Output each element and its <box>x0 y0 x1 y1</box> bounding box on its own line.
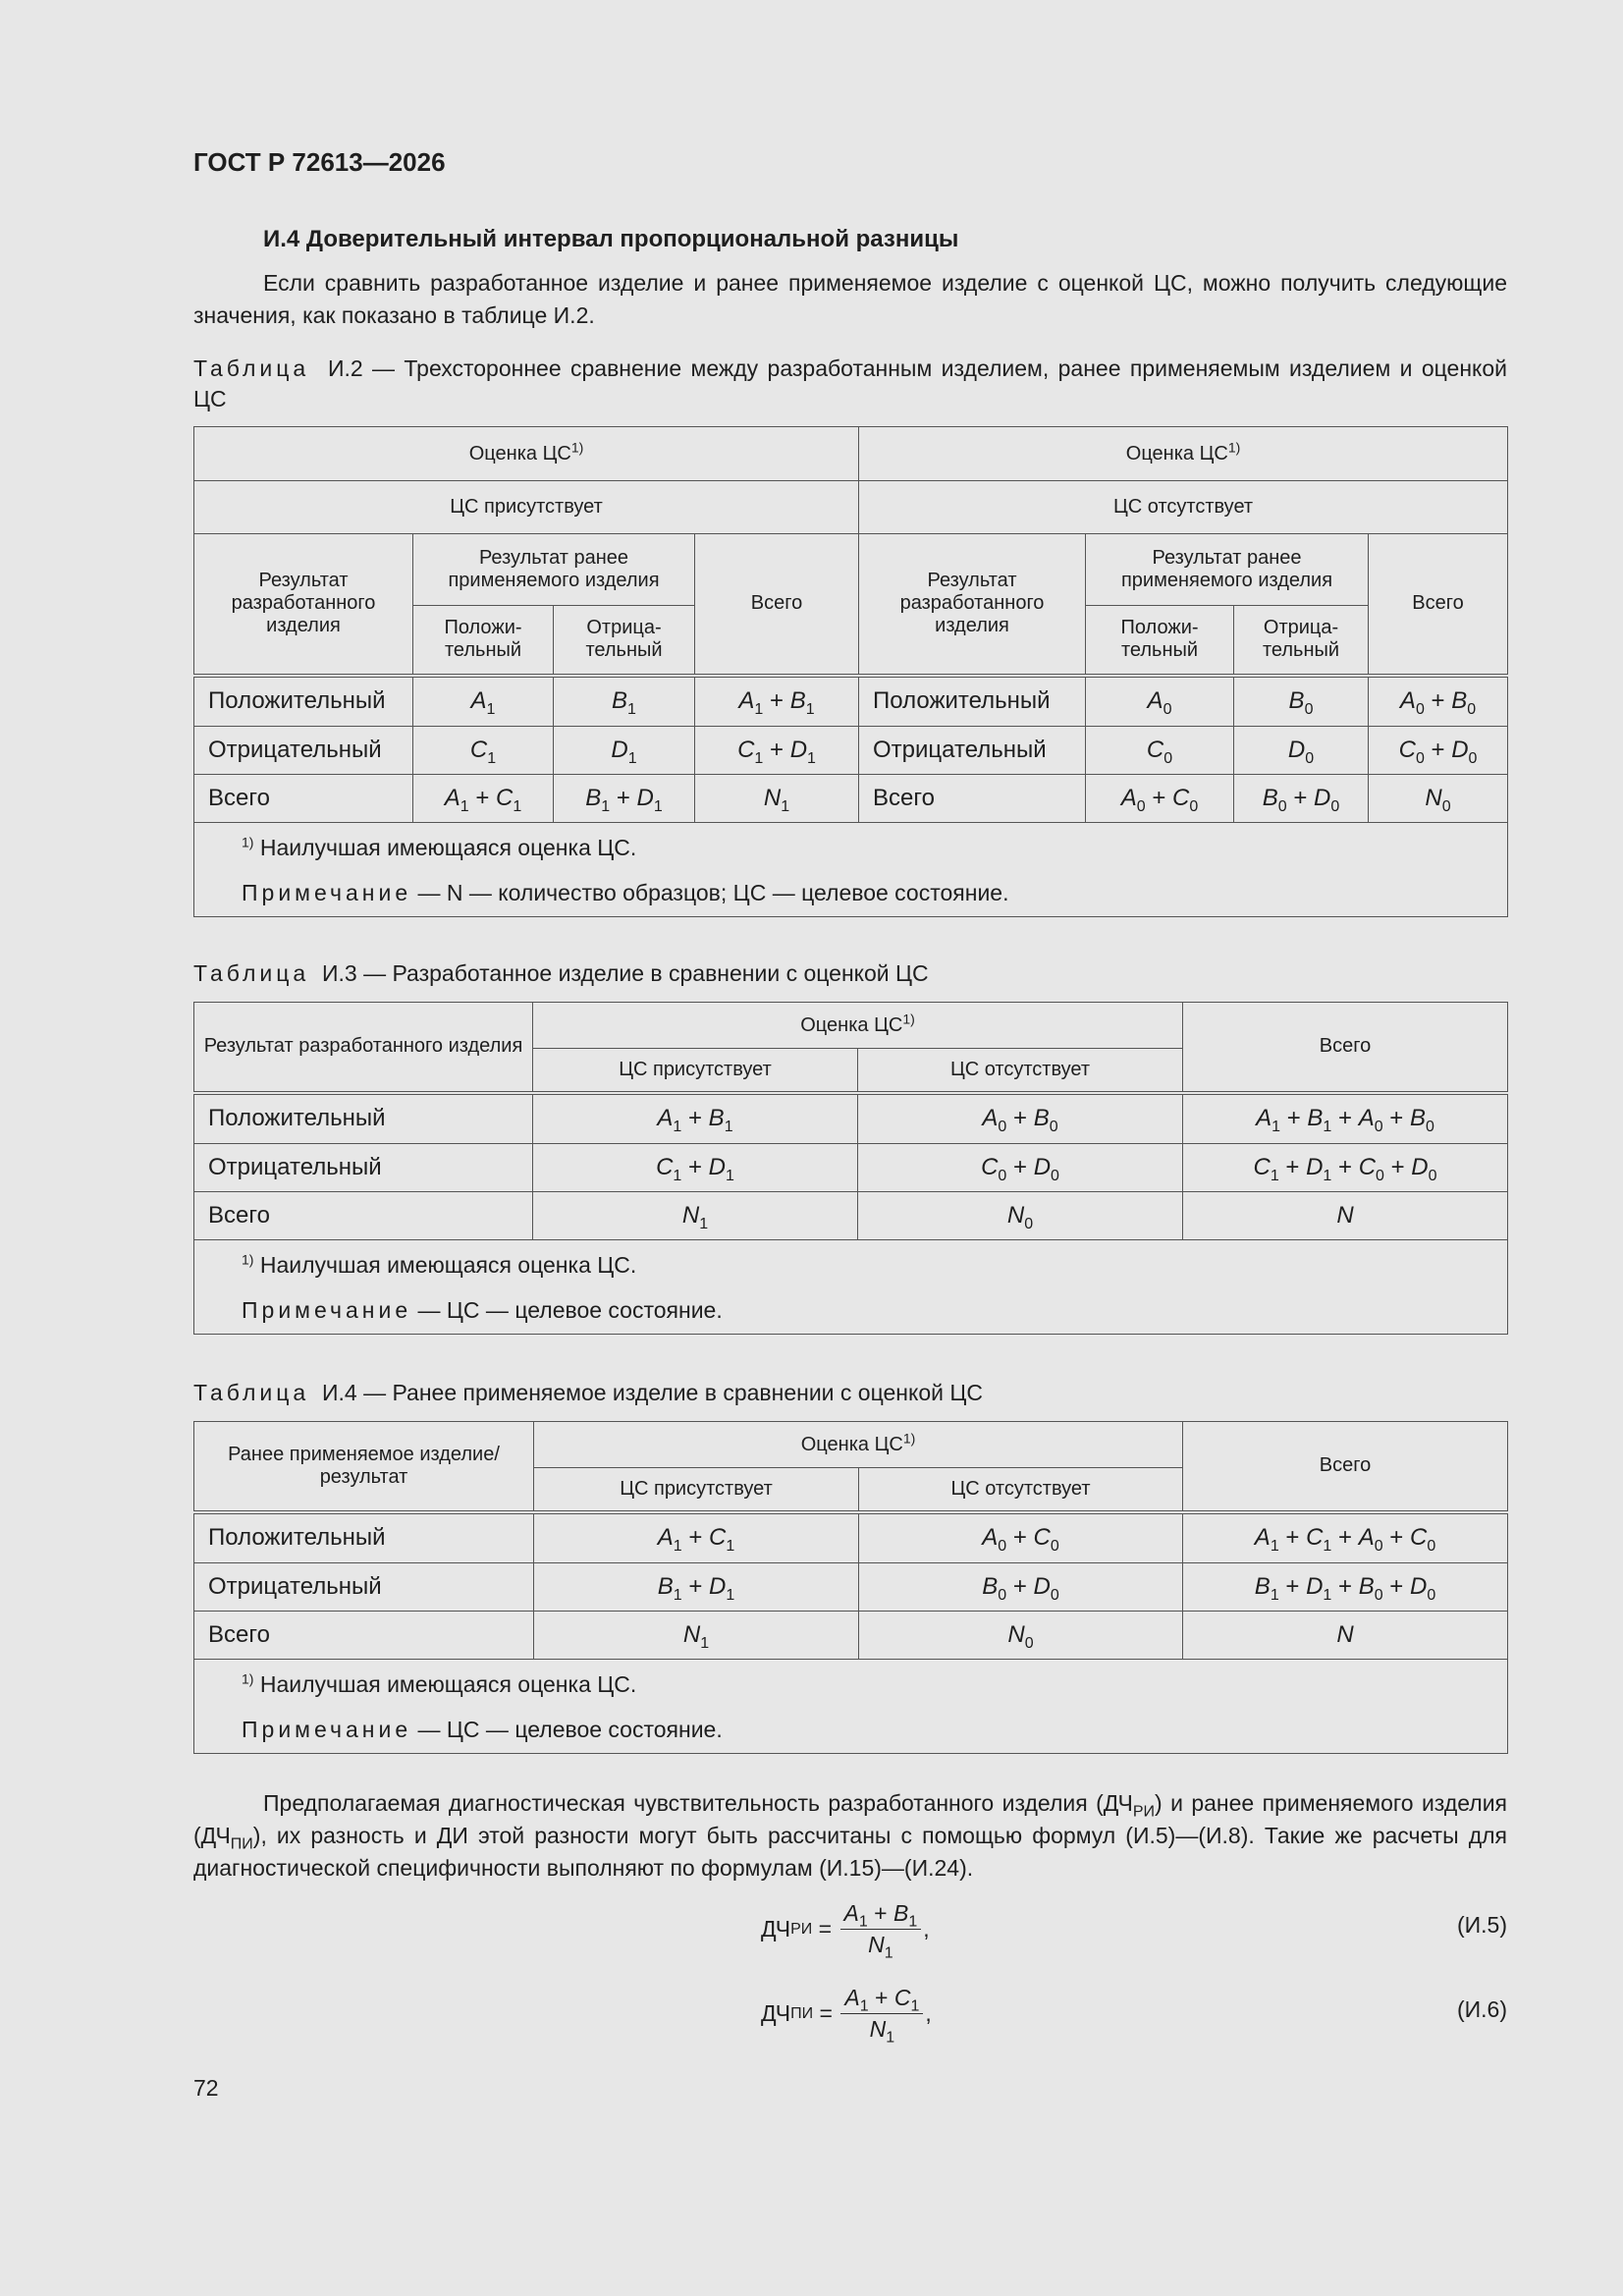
total-header: Всего <box>1369 534 1508 676</box>
table-footnote-block: $^{1)}$ Наилучшая имеющаяся оценка ЦС. Примечание — ЦС — целевое состояние. <box>194 1660 1508 1754</box>
group-header-left: Оценка ЦС$^{1)}$ <box>194 427 859 481</box>
table-row: Всего $A_1 + C_1$ $B_1 + D_1$ $N_1$ Всего $A_0 + C_0$ $B_0 + D_0$ $N_0$ <box>194 775 1508 823</box>
closing-paragraph: Предполагаемая диагностическая чувствительность разработанного изделия $(ДЧ_{РИ})$ и ранее применяемого изделия $(ДЧ_{ПИ})$, их разность и ДИ этой разности могут быть рассчитаны с помощью формул (И.5)—(И.8). Такие же расчеты для диагностической специфичности выполняют по формулам (И.15)—(И.24). <box>193 1790 1508 1881</box>
present-header: ЦС присутствует <box>533 1049 858 1093</box>
footnote-text: Наилучшая имеющаяся оценка ЦС. <box>259 834 637 860</box>
present-header: ЦС присутствует <box>534 1468 859 1512</box>
table-row: Всего $N_1$ $N_0$ N <box>194 1192 1508 1240</box>
total-header: Всего <box>695 534 859 676</box>
absent-header: ЦС отсутствует <box>858 1049 1183 1093</box>
group-header: Оценка ЦС$^{1)}$ <box>534 1422 1183 1468</box>
present-header: ЦС присутствует <box>194 481 859 534</box>
absent-header: ЦС отсутствует <box>859 1468 1183 1512</box>
page-number: 72 <box>193 2075 219 2101</box>
row-header: Результат разработанного изделия <box>194 1003 533 1093</box>
table-footnote-block: $^{1)}$ Наилучшая имеющаяся оценка ЦС. Примечание — N — количество образцов; ЦС — целевое состояние. <box>194 823 1508 917</box>
negative-subheader: Отрица-тельный <box>1234 606 1369 676</box>
result-prev-header: Результат ранее применяемого изделия <box>413 534 695 606</box>
note-text: — N — количество образцов; ЦС — целевое состояние. <box>417 879 1009 905</box>
document-code: ГОСТ Р 72613—2026 <box>193 147 446 177</box>
positive-subheader: Положи-тельный <box>413 606 554 676</box>
table-row: Положительный $A_1$ $B_1$ $A_1 + B_1$ Положительный $A_0$ $B_0$ $A_0 + B_0$ <box>194 676 1508 727</box>
table-3 <box>193 1002 1508 1335</box>
table-row: Положительный $A_1 + C_1$ $A_0 + C_0$ $A_1 + C_1 + A_0 + C_0$ <box>194 1512 1508 1563</box>
table-3-caption: Таблица И.3 — Разработанное изделие в сравнении с оценкой ЦС <box>193 960 929 986</box>
positive-subheader: Положи-тельный <box>1086 606 1234 676</box>
row-header: Ранее применяемое изделие/ результат <box>194 1422 534 1512</box>
section-title: И.4 Доверительный интервал пропорциональной разницы <box>263 226 959 252</box>
table-footnote-block: $^{1)}$ Наилучшая имеющаяся оценка ЦС. Примечание — ЦС — целевое состояние. <box>194 1240 1508 1335</box>
fraction: $\frac{A_1 + B_1}{N_1}$ <box>840 1900 922 1958</box>
caption-word: Таблица <box>193 355 310 381</box>
table-2-caption <box>193 354 1507 414</box>
group-header-right: Оценка ЦС$^{1)}$ <box>859 427 1508 481</box>
result-dev-header: Результат разработанного изделия <box>194 534 413 676</box>
total-header: Всего <box>1183 1003 1508 1093</box>
note-word: Примечание <box>242 879 412 905</box>
intro-paragraph: Если сравнить разработанное изделие и ранее применяемое изделие с оценкой ЦС, можно получить следующие значения, как показано в таблице И.2. <box>193 270 1507 328</box>
total-header: Всего <box>1183 1422 1508 1512</box>
group-header: Оценка ЦС$^{1)}$ <box>533 1003 1183 1049</box>
table-row: Всего $N_1$ $N_0$ N <box>194 1612 1508 1660</box>
table-row: Отрицательный $B_1 + D_1$ $B_0 + D_0$ $B_1 + D_1 + B_0 + D_0$ <box>194 1563 1508 1612</box>
table-2 <box>193 426 1508 917</box>
negative-subheader: Отрица-тельный <box>554 606 695 676</box>
table-row: Положительный $A_1 + B_1$ $A_0 + B_0$ $A_1 + B_1 + A_0 + B_0$ <box>194 1093 1508 1144</box>
table-4 <box>193 1421 1508 1754</box>
absent-header: ЦС отсутствует <box>859 481 1508 534</box>
equation-number: (И.5) <box>1456 1912 1507 1938</box>
result-prev-header: Результат ранее применяемого изделия <box>1086 534 1369 606</box>
table-4-caption: Таблица И.4 — Ранее применяемое изделие в сравнении с оценкой ЦС <box>193 1380 983 1405</box>
fraction: $\frac{A_1 + C_1}{N_1}$ <box>840 1985 923 2043</box>
result-dev-header: Результат разработанного изделия <box>859 534 1086 676</box>
equation-6: ДЧ ПИ = $\frac{A_1 + C_1}{N_1}$ , <box>761 1985 932 2047</box>
equation-5: ДЧ РИ = $\frac{A_1 + B_1}{N_1}$ , <box>761 1900 930 1962</box>
table-row: Отрицательный $C_1 + D_1$ $C_0 + D_0$ $C_1 + D_1 + C_0 + D_0$ <box>194 1144 1508 1192</box>
equation-number: (И.6) <box>1456 1996 1507 2022</box>
table-row: Отрицательный $C_1$ $D_1$ $C_1 + D_1$ Отрицательный $C_0$ $D_0$ $C_0 + D_0$ <box>194 727 1508 775</box>
caption-text: И.2 — Трехстороннее сравнение между разработанным изделием, ранее применяемым изделием и оценкой ЦС <box>193 355 1508 411</box>
